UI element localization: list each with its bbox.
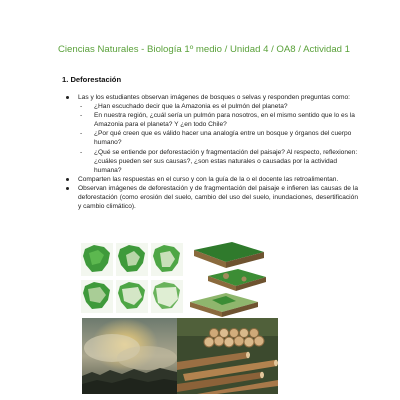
log-ends — [204, 329, 264, 348]
sub-item-text: ¿Qué se entiende por deforestación y fragmentación del paisaje? Al respecto, reflexionen: ¿cuáles pueden ser sus causas?, ¿son estas naturales o causadas por la actividad humana? — [94, 148, 358, 174]
sub-item-text: ¿Por qué creen que es válido hacer una analogía entre un bosque y órganos del cuerpo humano? — [94, 130, 352, 147]
bullet-list — [66, 93, 358, 211]
forest-fire-smoke-image — [82, 318, 177, 394]
sub-item-text: En nuestra región, ¿cuál sería un pulmón para nosotros, en el mismo sentido que lo es la Amazonia para el planeta? Y ¿en todo Chile? — [94, 112, 355, 129]
map-panel — [116, 280, 148, 313]
map-panel — [151, 243, 183, 276]
deforestation-maps-image — [80, 241, 184, 315]
bullet-item — [66, 93, 358, 175]
sub-item-text: ¿Han escuchado decir que la Amazonia es el pulmón del planeta? — [94, 103, 288, 111]
sub-item: - ¿Han escuchado decir que la Amazonia es el pulmón del planeta? — [80, 103, 288, 111]
bullet-dot — [66, 178, 69, 181]
bullet-text: Observan imágenes de deforestación y de fragmentación del paisaje e infieren las causas de la deforestación (como erosión del suelo, cambio del uso del suelo, inundaciones, desertificación y cambio climático). — [78, 184, 358, 211]
bullet-text: Comparten las respuestas en el curso y con la guía de la o el docente las retroalimentan. — [78, 175, 339, 183]
page-header: Ciencias Naturales - Biología 1º medio / Unidad 4 / OA8 / Actividad 1 — [58, 44, 351, 55]
bullet-item — [66, 184, 358, 211]
bullet-dot — [66, 187, 69, 190]
section-title: 1. Deforestación — [62, 75, 122, 84]
bullet-text: Las y los estudiantes observan imágenes de bosques o selvas y responden preguntas como: — [78, 94, 350, 101]
sub-item: - En nuestra región, ¿cuál sería un pulmón para nosotros, en el mismo sentido que lo es la Amazonia para el planeta? Y ¿en todo Chile? — [80, 112, 355, 129]
sub-item: - ¿Por qué creen que es válido hacer una analogía entre un bosque y órganos del cuerpo humano? — [80, 130, 352, 147]
bullet-item — [66, 175, 358, 184]
cut-logs-image — [177, 318, 278, 394]
sub-item: - ¿Qué se entiende por deforestación y fragmentación del paisaje? Al respecto, reflexionen: ¿cuáles pueden ser sus causas?, ¿son estas naturales o causadas por la actividad humana? — [80, 148, 358, 174]
forest-fragmentation-image — [186, 238, 276, 318]
map-panel — [81, 280, 113, 313]
map-panel — [151, 280, 183, 313]
bullet-dot — [66, 96, 69, 99]
map-panel — [81, 243, 113, 276]
map-panel — [116, 243, 148, 276]
